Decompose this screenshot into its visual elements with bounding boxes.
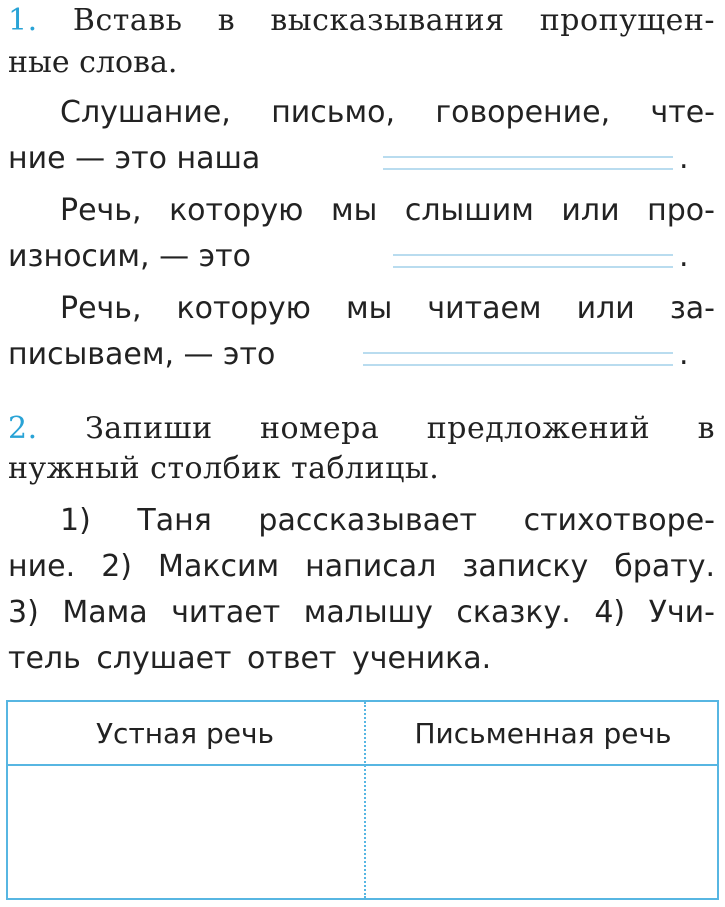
period: . bbox=[679, 337, 689, 372]
task2-number: 2. bbox=[8, 411, 38, 446]
period: . bbox=[679, 141, 689, 176]
task2-heading-line2: нужный столбик таблицы. bbox=[8, 451, 440, 486]
period: . bbox=[679, 239, 689, 274]
table-header-written: Письменная речь bbox=[414, 717, 672, 750]
task1-heading-line2: ные слова. bbox=[8, 45, 178, 80]
table-header-oral: Устная речь bbox=[95, 717, 275, 750]
task1-heading-line1 bbox=[8, 0, 715, 42]
task1-sentence2-text: износим, — это bbox=[8, 239, 251, 274]
task2-text-line3: 3) Мама читает малышу сказку. 4) Учи- bbox=[8, 595, 715, 630]
task1-sentence2-line2 bbox=[8, 236, 715, 278]
answer-blank-2[interactable] bbox=[393, 254, 673, 268]
task2-text-line4: тель слушает ответ ученика. bbox=[8, 641, 492, 676]
table-cell-written[interactable] bbox=[366, 766, 717, 898]
task1-sentence3-line1: Речь, которую мы читаем или за- bbox=[60, 291, 715, 326]
task1-sentence1-text: ние — это наша bbox=[8, 141, 261, 176]
table-cell-oral[interactable] bbox=[8, 766, 362, 898]
task1-heading-text: Вставь в высказывания пропущен- bbox=[72, 3, 715, 38]
task2-text-line2: ние. 2) Максим написал записку брату. bbox=[8, 549, 715, 584]
answer-blank-1[interactable] bbox=[383, 156, 673, 170]
task1-sentence2-line1: Речь, которую мы слышим или про- bbox=[60, 193, 715, 228]
task2-heading-line1 bbox=[8, 408, 715, 450]
task1-sentence3-text: писываем, — это bbox=[8, 337, 276, 372]
task2-heading-text: Запиши номера предложений в bbox=[85, 411, 715, 446]
task2-text-line1: 1) Таня рассказывает стихотворе- bbox=[60, 503, 715, 538]
task1-number: 1. bbox=[8, 3, 38, 38]
task1-sentence1-line2 bbox=[8, 138, 715, 180]
answer-table bbox=[6, 700, 719, 900]
task1-sentence3-line2 bbox=[8, 334, 715, 376]
answer-blank-3[interactable] bbox=[363, 352, 673, 366]
task1-sentence1-line1: Слушание, письмо, говорение, чте- bbox=[60, 95, 715, 130]
